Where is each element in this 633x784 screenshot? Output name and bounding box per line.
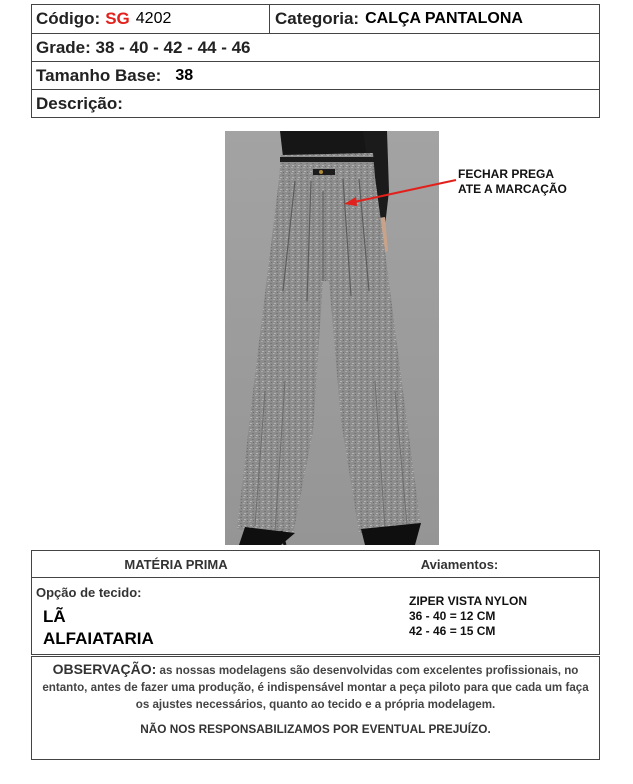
- trim-line-1: ZIPER VISTA NYLON: [409, 594, 528, 608]
- header-row-description: [32, 89, 599, 117]
- code-prefix: SG: [105, 9, 130, 28]
- trim-line-3: 42 - 46 = 15 CM: [409, 624, 496, 638]
- trim-line-2: 36 - 40 = 12 CM: [409, 609, 496, 623]
- code-label: Código:: [36, 9, 101, 28]
- header-table: [31, 4, 600, 118]
- liability-warning: NÃO NOS RESPONSABILIZAMOS POR EVENTUAL PREJUÍZO.: [140, 722, 491, 736]
- base-size-label: Tamanho Base:: [36, 65, 162, 85]
- annotation-arrow: [340, 170, 460, 210]
- base-size-value: 38: [175, 66, 194, 84]
- materials-box: [31, 550, 600, 655]
- fabric-line-2: ALFAIATARIA: [43, 629, 154, 648]
- observation-box: [31, 656, 600, 760]
- observation-lead: OBSERVAÇÃO:: [52, 661, 157, 677]
- category-cell: [270, 5, 599, 33]
- annotation-line-1: FECHAR PREGA: [458, 167, 555, 181]
- annotation-note: [458, 167, 567, 197]
- header-row-size: [32, 61, 599, 89]
- header-row-grade: [32, 33, 599, 61]
- fabric-option-value: [43, 606, 154, 650]
- category-label: Categoria:: [275, 9, 360, 28]
- header-row-code: [32, 5, 599, 33]
- grade-text: Grade: 38 - 40 - 42 - 44 - 46: [36, 37, 251, 57]
- code-cell: [32, 5, 270, 33]
- fabric-option-label: Opção de tecido:: [36, 585, 142, 600]
- trims-heading: Aviamentos:: [420, 556, 499, 572]
- materials-header: [32, 551, 599, 578]
- description-label: Descrição:: [36, 93, 123, 113]
- fabric-line-1: LÃ: [43, 607, 66, 626]
- observation-paragraph: [36, 661, 595, 713]
- annotation-line-2: ATE A MARCAÇÃO: [458, 182, 567, 196]
- category-value: CALÇA PANTALONA: [365, 10, 523, 27]
- trims-list: [409, 594, 527, 639]
- code-number: 4202: [135, 10, 172, 27]
- observation-text: as nossas modelagens são desenvolvidas com excelentes profissionais, no entanto, antes de fazer uma produção, é indispensável montar a peça piloto para que cada um faça os ajustes necessários, quanto ao tecido e a própria modelagem.: [42, 664, 589, 711]
- raw-material-heading: MATÉRIA PRIMA: [124, 556, 228, 572]
